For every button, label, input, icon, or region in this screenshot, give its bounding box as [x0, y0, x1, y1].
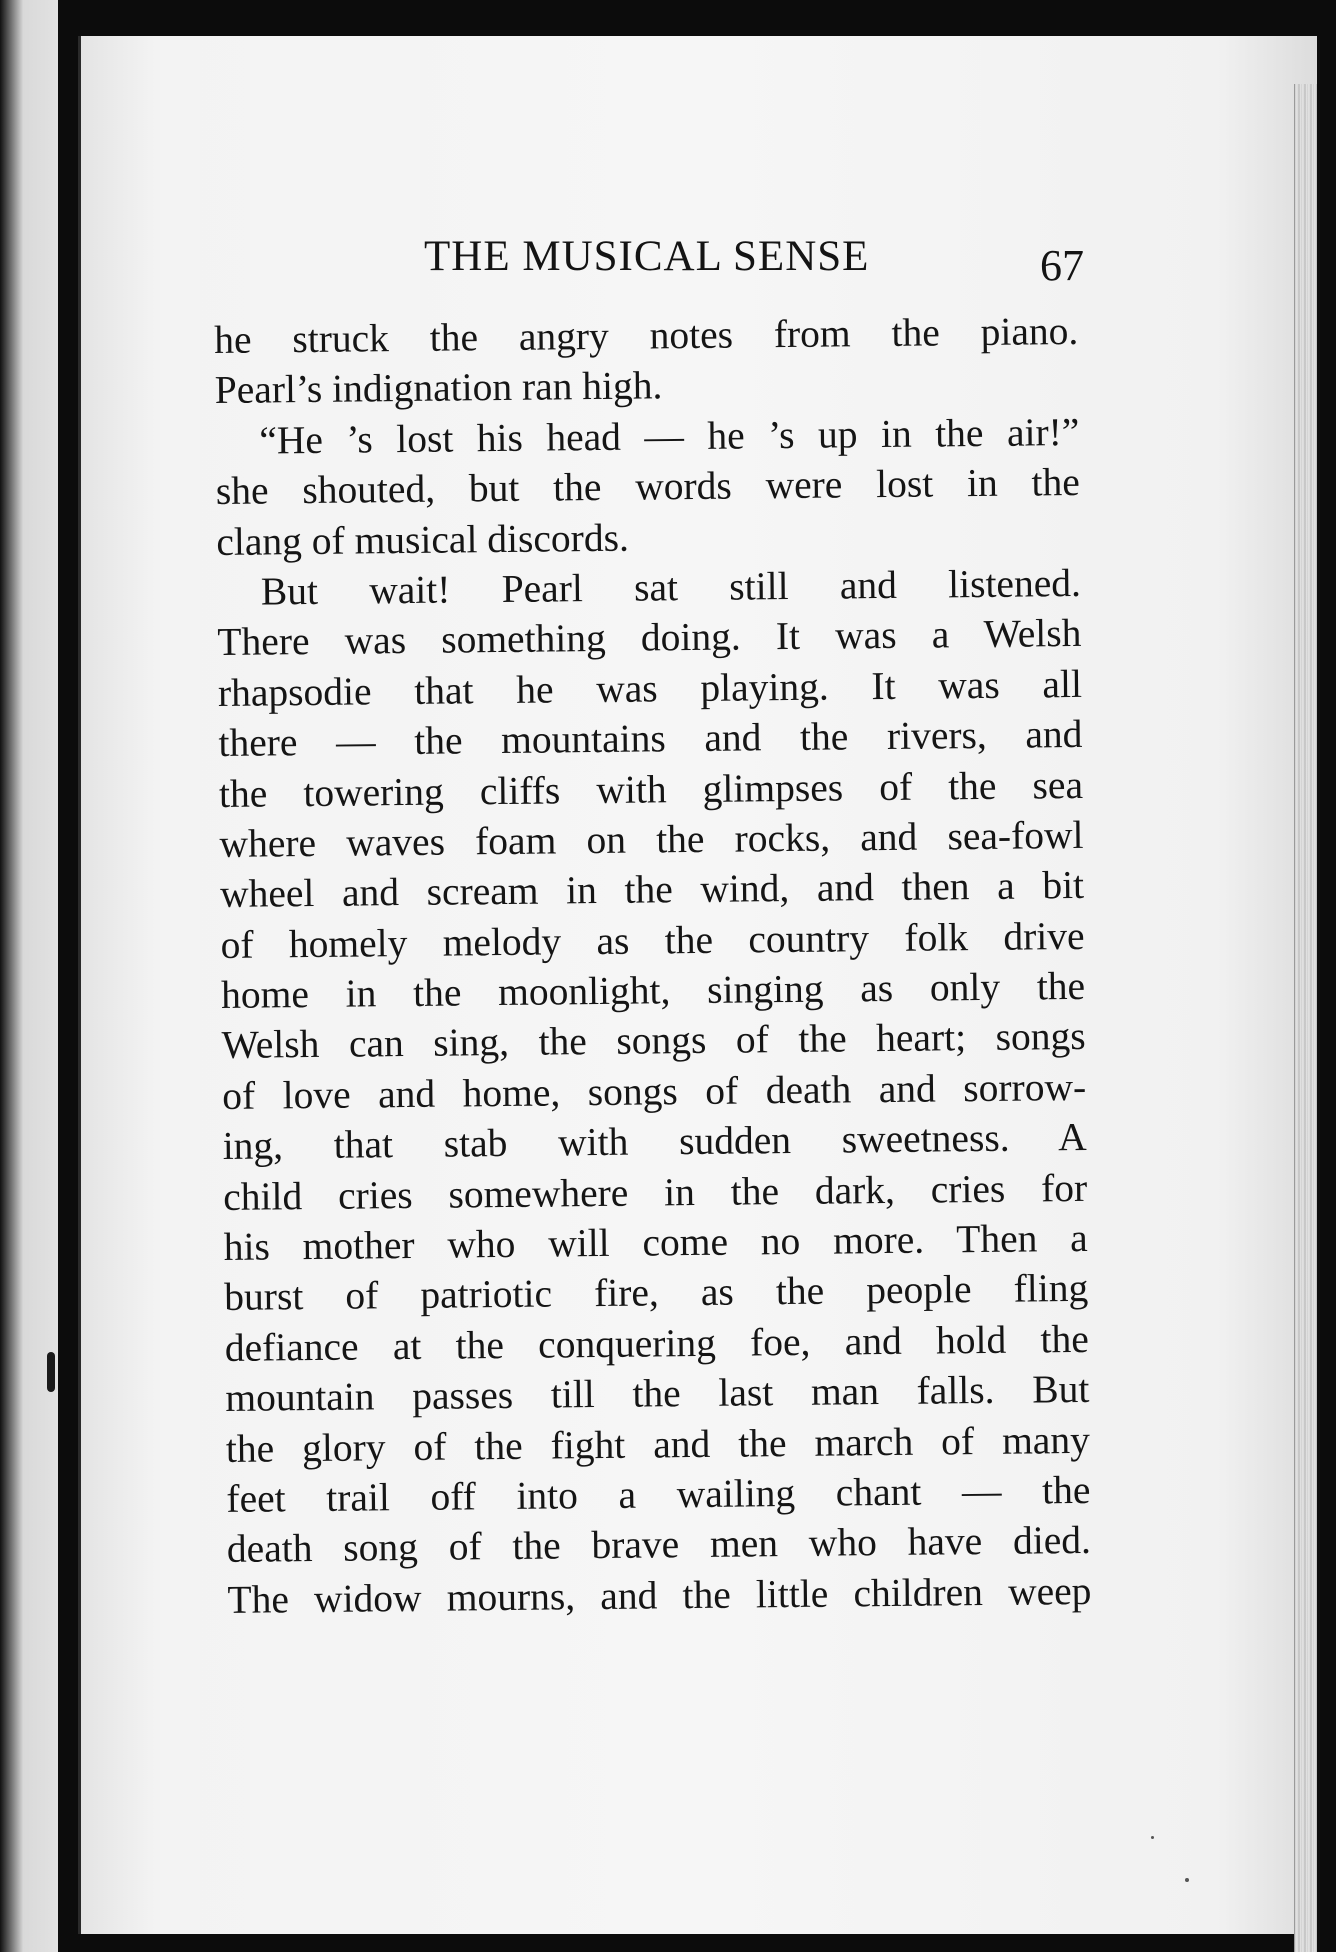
text-line: clang of musical discords. — [216, 515, 630, 564]
paper-speck — [1151, 1836, 1154, 1839]
text-line: feet trail off into a wailing chant — the — [226, 1467, 1091, 1521]
paper-speck — [1185, 1878, 1189, 1882]
text-line: where waves foam on the rocks, and sea-fowl — [219, 812, 1084, 866]
text-line: But wait! Pearl sat still and listened. — [260, 560, 1082, 614]
binding-mark — [47, 1352, 55, 1392]
text-line: rhapsodie that he was playing. It was all — [217, 661, 1083, 715]
running-head: THE MUSICAL SENSE — [424, 233, 870, 280]
text-line: he struck the angry notes from the piano. — [214, 308, 1079, 362]
text-line: wheel and scream in the wind, and then a bit — [219, 863, 1085, 917]
text-line: mountain passes till the last man falls. But — [225, 1367, 1090, 1421]
previous-page-edge — [0, 0, 58, 1952]
text-line: the glory of the fight and the march of many — [225, 1417, 1091, 1471]
text-line: his mother who will come no more. Then a — [223, 1215, 1088, 1269]
text-line: of homely melody as the country folk drive — [220, 913, 1085, 967]
page-number: 67 — [1040, 241, 1084, 290]
text-line: home in the moonlight, singing as only the — [220, 963, 1086, 1018]
text-line: burst of patriotic fire, as the people fling — [224, 1266, 1089, 1320]
text-line: There was something doing. It was a Welsh — [217, 611, 1082, 665]
text-line: The widow mourns, and the little children weep — [227, 1568, 1092, 1622]
text-line: the towering cliffs with glimpses of the sea — [218, 762, 1084, 816]
text-line: Welsh can sing, the songs of the heart; songs — [221, 1014, 1086, 1068]
text-line: death song of the brave men who have died. — [226, 1518, 1092, 1572]
text-line: there — the mountains and the rivers, and — [218, 712, 1083, 766]
text-line: “He ’s lost his head — he ’s up in the air!” — [259, 409, 1080, 463]
page-block-edge — [1294, 84, 1317, 1952]
page-header — [424, 232, 1084, 288]
body-text — [214, 306, 1092, 1625]
text-line: Pearl’s indignation ran high. — [214, 363, 663, 413]
text-line: defiance at the conquering foe, and hold the — [224, 1316, 1089, 1370]
text-line: she shouted, but the words were lost in the — [215, 460, 1081, 514]
text-line: ing, that stab with sudden sweetness. A — [222, 1115, 1087, 1169]
text-line: of love and home, songs of death and sorrow- — [221, 1064, 1087, 1118]
text-line: child cries somewhere in the dark, cries for — [223, 1165, 1088, 1219]
